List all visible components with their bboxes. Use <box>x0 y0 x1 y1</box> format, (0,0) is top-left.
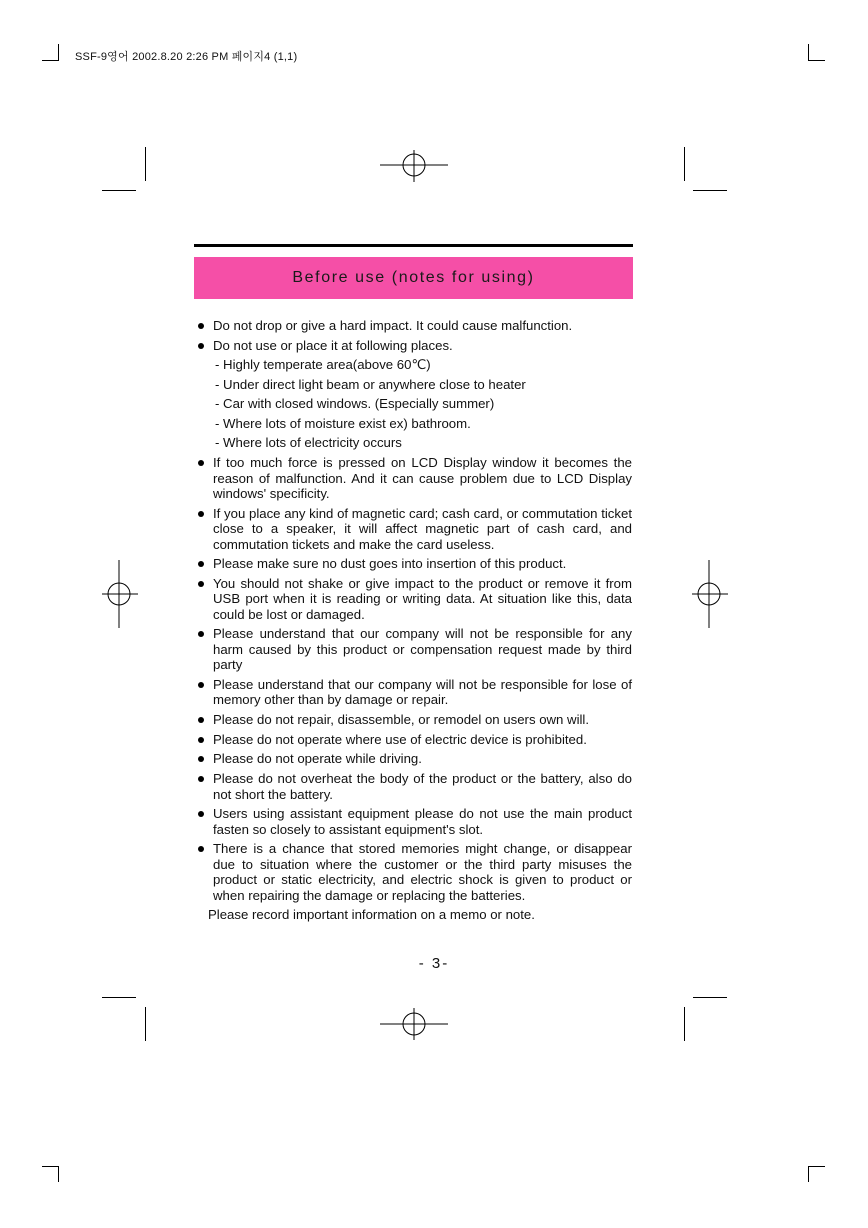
list-item <box>194 626 632 672</box>
note-text: Please do not operate while driving. <box>213 751 422 767</box>
note-text: Please do not overheat the body of the product or the battery, also do not short the battery. <box>213 771 632 802</box>
note-text: Please make sure no dust goes into insertion of this product. <box>213 556 567 572</box>
registration-mark-left-icon <box>100 558 140 630</box>
list-item <box>194 712 632 727</box>
bullet-icon <box>198 631 204 637</box>
bullet-icon <box>198 460 204 466</box>
title-rule <box>194 244 633 247</box>
bullet-icon <box>198 846 204 852</box>
sublist-item: - Under direct light beam or anywhere close to heater <box>215 376 526 392</box>
list-item <box>194 576 632 622</box>
page-number: - 3- <box>418 955 450 972</box>
sublist-item: - Car with closed windows. (Especially summer) <box>215 396 495 412</box>
bullet-icon <box>198 561 204 567</box>
section-title: Before use (notes for using) <box>292 269 535 286</box>
list-item <box>194 506 632 552</box>
print-slug: SSF-9영어 2002.8.20 2:26 PM 페이지4 (1,1) <box>75 51 298 63</box>
list-item <box>194 338 632 451</box>
bullet-icon <box>198 776 204 782</box>
section-banner <box>194 257 633 299</box>
sublist-item: - Highly temperate area(above 60℃) <box>215 357 431 373</box>
note-text: Please understand that our company will not be responsible for lose of memory other than by damage or repair. <box>213 676 632 708</box>
list-item <box>194 732 632 747</box>
bullet-icon <box>198 323 204 329</box>
bullet-icon <box>198 343 204 349</box>
list-item <box>194 841 632 903</box>
note-text: Users using assistant equipment please do not use the main product fasten so closely to assistant equipment's slot. <box>213 806 632 837</box>
notes-list <box>194 318 632 923</box>
list-item <box>194 318 632 333</box>
bullet-icon <box>198 682 204 688</box>
bullet-icon <box>198 811 204 817</box>
list-item <box>194 677 632 708</box>
note-text: Please understand that our company will not be responsible for any harm caused by this product or compensation request made by third party <box>213 626 632 673</box>
bullet-icon <box>198 756 204 762</box>
list-item <box>194 556 632 571</box>
sublist <box>194 357 632 451</box>
bullet-icon <box>198 717 204 723</box>
closing-note: Please record important information on a memo or note. <box>208 907 535 923</box>
list-item <box>194 771 632 802</box>
bullet-icon <box>198 581 204 587</box>
registration-mark-top-icon <box>378 148 450 184</box>
bullet-icon <box>198 737 204 743</box>
sublist-item: - Where lots of moisture exist ex) bathroom. <box>215 415 471 431</box>
note-text: There is a chance that stored memories might change, or disappear due to situation where the customer or the third party misuses the product or static electricity, and electric shock is given to product or when repairing the damage or replacing the batteries. <box>213 841 632 903</box>
registration-mark-right-icon <box>690 558 730 630</box>
bullet-icon <box>198 511 204 517</box>
note-text: If too much force is pressed on LCD Display window it becomes the reason of malfunction. And it can cause problem due to LCD Display windows' specificity. <box>213 455 632 501</box>
list-item <box>194 455 632 501</box>
note-text: Do not use or place it at following places. <box>213 337 453 353</box>
sublist-item: - Where lots of electricity occurs <box>215 435 402 451</box>
registration-mark-bottom-icon <box>378 1006 450 1042</box>
note-text: Do not drop or give a hard impact. It could cause malfunction. <box>213 318 573 333</box>
note-text: If you place any kind of magnetic card; cash card, or commutation ticket close to a speaker, it will affect magnetic part of cash card, and commutation tickets and make the card useless. <box>213 505 632 552</box>
note-text: You should not shake or give impact to the product or remove it from USB port when it is reading or writing data. At situation like this, data could be lost or damaged. <box>213 575 632 622</box>
note-text: Please do not repair, disassemble, or remodel on users own will. <box>213 712 590 728</box>
list-item <box>194 751 632 766</box>
list-item <box>194 806 632 837</box>
note-text: Please do not operate where use of electric device is prohibited. <box>213 731 587 747</box>
